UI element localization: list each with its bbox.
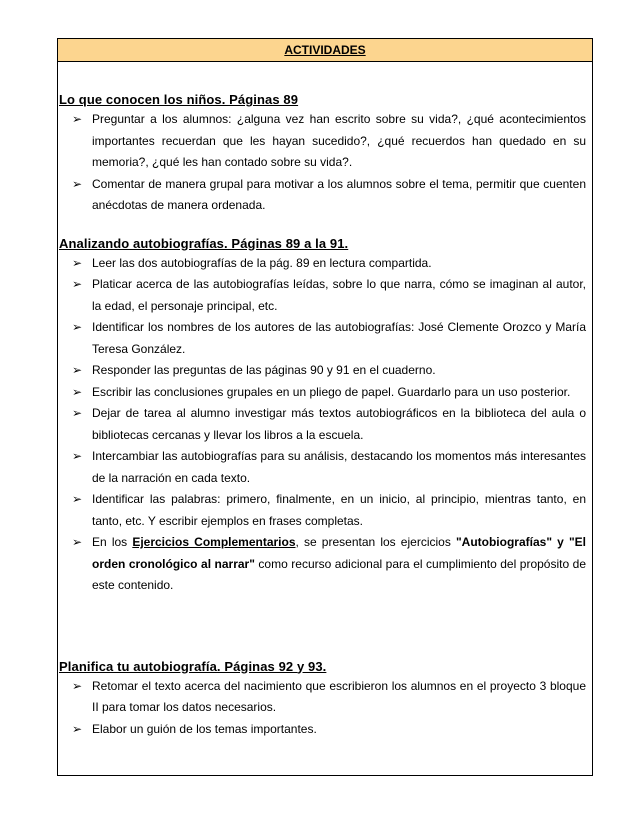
- table-body: [58, 62, 592, 740]
- list-item: ➢ Leer las dos autobiografías de la pág. 89 en lectura compartida.: [58, 253, 586, 275]
- spacer: [58, 597, 586, 658]
- activities-table: [57, 38, 593, 776]
- ejercicios-complementarios-label: Ejercicios Complementarios: [132, 535, 296, 549]
- table-header: ACTIVIDADES: [58, 39, 592, 62]
- exercise-titles: "Autobiografías" y "El orden cronológico al narrar": [92, 535, 587, 571]
- list-item: ➢ Escribir las conclusiones grupales en un pliego de papel. Guardarlo para un uso posterior.: [58, 382, 586, 404]
- spacer: [58, 62, 586, 91]
- arrow-bullet-icon: ➢: [72, 449, 83, 463]
- arrow-bullet-icon: ➢: [72, 176, 83, 191]
- list-item-ejercicios: ➢ En los Ejercicios Complementarios, se presentan los ejercicios "Autobiografías" y "El orden cronológico al narrar" como recurso adicional para el cumplimiento del propósito de este contenido.: [58, 532, 586, 597]
- section-title-analizando: Analizando autobiografías. Páginas 89 a la 91.: [59, 235, 349, 251]
- section-list-lo-que-conocen: [58, 109, 586, 217]
- list-item: ➢ Elabor un guión de los temas importantes.: [58, 719, 586, 741]
- list-item: ➢ Intercambiar las autobiografías para su análisis, destacando los momentos más interesantes de la narración en cada texto.: [58, 446, 586, 489]
- arrow-bullet-icon: ➢: [72, 363, 83, 377]
- arrow-bullet-icon: ➢: [72, 535, 83, 549]
- list-item: ➢ Preguntar a los alumnos: ¿alguna vez han escrito sobre su vida?, ¿qué acontecimientos importantes recuerdan que les hayan sucedido?, ¿qué recuerdos han quedado en su memoria?, ¿qué les han contado sobre su vida?.: [58, 109, 586, 174]
- list-item: ➢ Identificar los nombres de los autores de las autobiografías: José Clemente Orozco y María Teresa González.: [58, 317, 586, 360]
- section-list-analizando: [58, 253, 586, 597]
- spacer: [58, 217, 586, 235]
- list-item: ➢ Identificar las palabras: primero, finalmente, en un inicio, al principio, mientras tanto, en tanto, etc. Y escribir ejemplos en frases completas.: [58, 489, 586, 532]
- section-list-planifica: [58, 676, 586, 741]
- arrow-bullet-icon: ➢: [72, 721, 83, 736]
- section-title-planifica: Planifica tu autobiografía. Páginas 92 y 93.: [59, 658, 327, 674]
- section-title-lo-que-conocen: Lo que conocen los niños. Páginas 89: [59, 92, 299, 107]
- arrow-bullet-icon: ➢: [72, 492, 83, 506]
- list-item: ➢ Retomar el texto acerca del nacimiento que escribieron los alumnos en el proyecto 3 bloque II para tomar los datos necesarios.: [58, 676, 586, 719]
- arrow-bullet-icon: ➢: [72, 678, 83, 693]
- list-item: ➢ Dejar de tarea al alumno investigar más textos autobiográficos en la biblioteca del aula o bibliotecas cercanas y llevar los libros a la escuela.: [58, 403, 586, 446]
- list-item: ➢ Responder las preguntas de las páginas 90 y 91 en el cuaderno.: [58, 360, 586, 382]
- arrow-bullet-icon: ➢: [72, 255, 83, 270]
- list-item: ➢ Platicar acerca de las autobiografías leídas, sobre lo que narra, cómo se imaginan al autor, la edad, el personaje principal, etc.: [58, 274, 586, 317]
- list-item: ➢ Comentar de manera grupal para motivar a los alumnos sobre el tema, permitir que cuenten anécdotas de manera ordenada.: [58, 174, 586, 217]
- arrow-bullet-icon: ➢: [72, 112, 83, 126]
- arrow-bullet-icon: ➢: [72, 384, 83, 399]
- arrow-bullet-icon: ➢: [72, 320, 83, 334]
- arrow-bullet-icon: ➢: [72, 406, 83, 420]
- arrow-bullet-icon: ➢: [72, 277, 83, 291]
